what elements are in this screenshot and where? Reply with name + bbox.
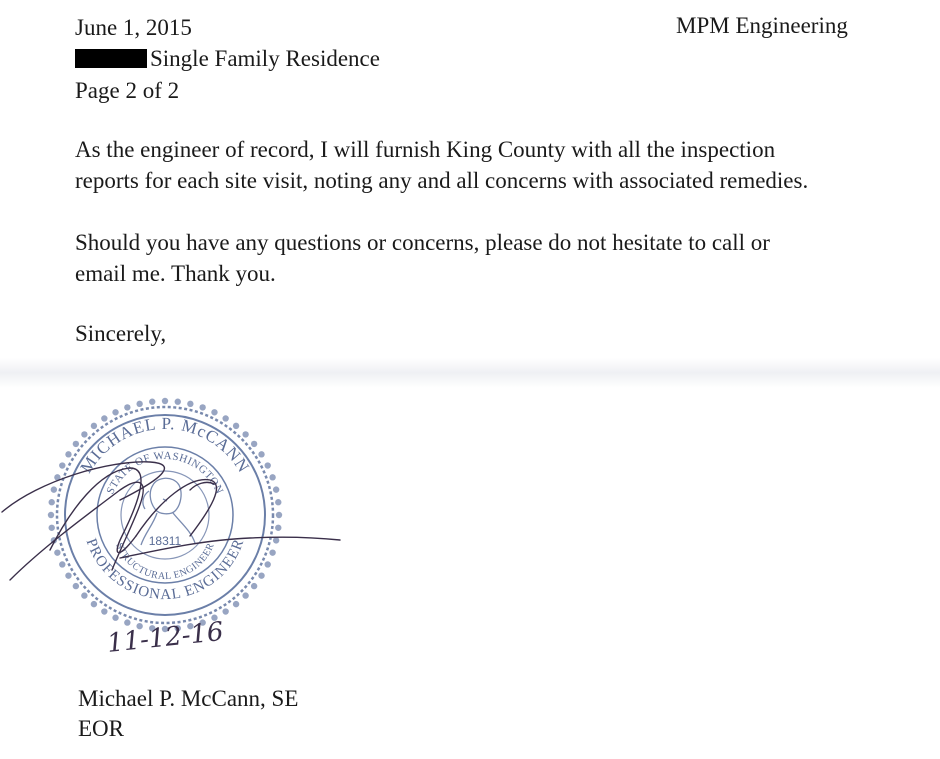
company-name: MPM Engineering: [676, 13, 848, 38]
seal-tooth: [136, 401, 142, 407]
scan-artifact: [0, 358, 940, 388]
paragraph-2-line-2: email me. Thank you.: [75, 261, 276, 286]
paragraph-1-line-2: reports for each site visit, noting any and all concerns with associated remedies.: [75, 168, 809, 193]
seal-tooth: [175, 399, 181, 405]
seal-state-text: STATE OF WASHINGTON: [104, 449, 226, 497]
seal-tooth: [199, 404, 205, 410]
project-name: Single Family Residence: [150, 46, 380, 71]
letter-date: June 1, 2015: [75, 15, 192, 40]
seal-license-number: 18311: [148, 534, 182, 548]
paragraph-2-line-1: Should you have any questions or concerns, please do not hesitate to call or: [75, 230, 770, 255]
seal-tooth: [233, 423, 239, 429]
seal-tooth: [81, 431, 87, 437]
closing: Sincerely,: [75, 321, 167, 346]
seal-tooth: [162, 398, 168, 404]
signer-name: Michael P. McCann, SE: [78, 686, 299, 711]
seal-tooth: [91, 423, 97, 429]
seal-tooth: [149, 399, 155, 405]
redaction-block: [75, 49, 147, 68]
seal-tooth: [112, 409, 118, 415]
paragraph-1-line-1: As the engineer of record, I will furnish King County with all the inspection: [75, 137, 776, 162]
project-line: [75, 43, 380, 74]
seal-tooth: [222, 415, 228, 421]
seal-tooth: [187, 401, 193, 407]
handwritten-signature: [0, 440, 360, 670]
seal-tooth: [242, 431, 248, 437]
page-number: Page 2 of 2: [75, 78, 180, 103]
seal-name-text: MICHAEL P. McCANN: [76, 413, 254, 477]
seal-title-text: PROFESSIONAL ENGINEER: [82, 536, 248, 604]
seal-discipline-text: STRUCTURAL ENGINEER: [113, 541, 217, 583]
seal-tooth: [211, 409, 217, 415]
signer-role: EOR: [78, 716, 124, 741]
seal-tooth: [124, 404, 130, 410]
seal-tooth: [101, 415, 107, 421]
signature-date: 11-12-16: [105, 616, 225, 659]
